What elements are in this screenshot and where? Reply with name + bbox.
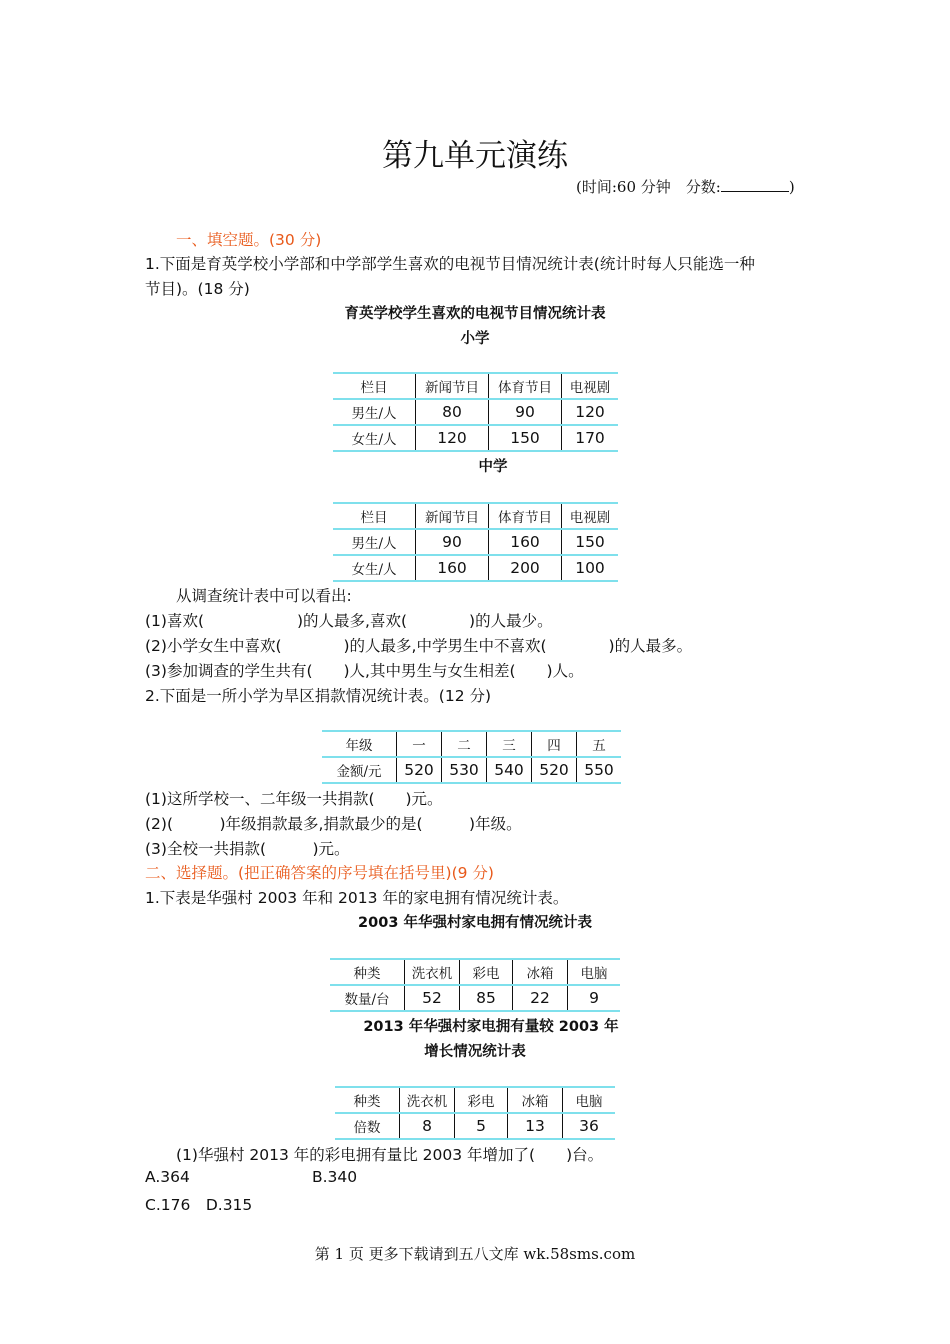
s1-q1-line1: 1.下面是育英学校小学部和中学部学生喜欢的电视节目情况统计表(统计时每人只能选一种 bbox=[145, 255, 755, 273]
table-cell: 85 bbox=[460, 985, 513, 1011]
table-cell: 540 bbox=[487, 757, 532, 783]
row-label: 女生/人 bbox=[333, 555, 416, 581]
section2-heading: 二、选择题。(把正确答案的序号填在括号里)(9 分) bbox=[145, 864, 494, 882]
table-header-row bbox=[335, 1087, 615, 1113]
table-cell: 100 bbox=[562, 555, 619, 581]
table-cell: 550 bbox=[577, 757, 622, 783]
page-title: 第九单元演练 bbox=[382, 138, 568, 174]
option-c-d: C.176 D.315 bbox=[145, 1196, 253, 1214]
row-label: 男生/人 bbox=[333, 529, 416, 555]
table-cell: 160 bbox=[416, 555, 489, 581]
score-blank bbox=[721, 177, 789, 192]
header-cell: 电视剧 bbox=[562, 503, 619, 529]
page-footer: 第 1 页 更多下载请到五八文库 wk.58sms.com bbox=[314, 1245, 636, 1263]
s1-q2: 2.下面是一所小学为旱区捐款情况统计表。(12 分) bbox=[145, 687, 492, 705]
table-cell: 5 bbox=[455, 1113, 508, 1139]
s1-q2-sub3: (3)全校一共捐款( )元。 bbox=[145, 840, 350, 858]
header-cell: 电视剧 bbox=[562, 373, 619, 399]
header-cell: 年级 bbox=[322, 731, 397, 757]
time-score-line: (时间:60 分钟 分数: ) bbox=[576, 178, 795, 196]
header-cell: 四 bbox=[532, 731, 577, 757]
table-title-tv: 育英学校学生喜欢的电视节目情况统计表 bbox=[344, 306, 606, 322]
table-cell: 8 bbox=[400, 1113, 455, 1139]
table-cell: 160 bbox=[489, 529, 562, 555]
header-cell: 一 bbox=[397, 731, 442, 757]
middle-label: 中学 bbox=[478, 459, 508, 475]
header-cell: 三 bbox=[487, 731, 532, 757]
header-cell: 五 bbox=[577, 731, 622, 757]
table-cell: 120 bbox=[416, 425, 489, 451]
table-cell: 13 bbox=[508, 1113, 563, 1139]
table-header-row bbox=[333, 503, 618, 529]
header-cell: 二 bbox=[442, 731, 487, 757]
header-cell: 冰箱 bbox=[513, 959, 568, 985]
header-cell: 电脑 bbox=[568, 959, 621, 985]
header-cell: 栏目 bbox=[333, 373, 416, 399]
s2-q1: 1.下表是华强村 2003 年和 2013 年的家电拥有情况统计表。 bbox=[145, 889, 569, 907]
header-cell: 种类 bbox=[335, 1087, 400, 1113]
s1-q2-sub1: (1)这所学校一、二年级一共捐款( )元。 bbox=[145, 790, 443, 808]
row-label: 女生/人 bbox=[333, 425, 416, 451]
primary-table bbox=[333, 372, 618, 452]
table-header-row bbox=[330, 959, 620, 985]
table-row bbox=[333, 425, 618, 451]
table-cell: 90 bbox=[416, 529, 489, 555]
table-row bbox=[333, 399, 618, 425]
header-cell: 冰箱 bbox=[508, 1087, 563, 1113]
row-label: 金额/元 bbox=[322, 757, 397, 783]
option-b: B.340 bbox=[312, 1168, 358, 1186]
s1-q1-line2: 节目)。(18 分) bbox=[145, 280, 250, 298]
header-cell: 电脑 bbox=[563, 1087, 616, 1113]
s2-q1-sub1: (1)华强村 2013 年的彩电拥有量比 2003 年增加了( )台。 bbox=[176, 1146, 604, 1164]
table-header-row bbox=[333, 373, 618, 399]
primary-label: 小学 bbox=[460, 331, 490, 347]
header-cell: 种类 bbox=[330, 959, 405, 985]
table-title-2013-line2: 增长情况统计表 bbox=[424, 1044, 526, 1060]
table-cell: 90 bbox=[489, 399, 562, 425]
table-header-row bbox=[322, 731, 621, 757]
table-cell: 150 bbox=[562, 529, 619, 555]
row-label: 数量/台 bbox=[330, 985, 405, 1011]
header-cell: 新闻节目 bbox=[416, 373, 489, 399]
middle-table bbox=[333, 502, 618, 582]
table-cell: 9 bbox=[568, 985, 621, 1011]
row-label: 男生/人 bbox=[333, 399, 416, 425]
s1-q1-sub1: (1)喜欢( )的人最多,喜欢( )的人最少。 bbox=[145, 612, 553, 630]
table-row bbox=[330, 985, 620, 1011]
header-cell: 体育节目 bbox=[489, 503, 562, 529]
header-cell: 体育节目 bbox=[489, 373, 562, 399]
header-cell: 栏目 bbox=[333, 503, 416, 529]
table-cell: 120 bbox=[562, 399, 619, 425]
table-row bbox=[333, 529, 618, 555]
appliance-2003-table bbox=[330, 958, 620, 1012]
donation-table bbox=[322, 730, 621, 784]
header-cell: 彩电 bbox=[460, 959, 513, 985]
s1-q1-sub3: (3)参加调查的学生共有( )人,其中男生与女生相差( )人。 bbox=[145, 662, 584, 680]
table-row bbox=[322, 757, 621, 783]
table-cell: 200 bbox=[489, 555, 562, 581]
header-cell: 新闻节目 bbox=[416, 503, 489, 529]
header-cell: 洗衣机 bbox=[405, 959, 460, 985]
table-cell: 22 bbox=[513, 985, 568, 1011]
table-cell: 520 bbox=[397, 757, 442, 783]
table-title-2013-line1: 2013 年华强村家电拥有量较 2003 年 bbox=[363, 1019, 619, 1035]
observe-line: 从调查统计表中可以看出: bbox=[176, 587, 352, 605]
table-cell: 520 bbox=[532, 757, 577, 783]
section1-heading: 一、填空题。(30 分) bbox=[176, 231, 322, 249]
table-cell: 170 bbox=[562, 425, 619, 451]
table-cell: 150 bbox=[489, 425, 562, 451]
s1-q1-sub2: (2)小学女生中喜欢( )的人最多,中学男生中不喜欢( )的人最多。 bbox=[145, 637, 693, 655]
appliance-2013-table bbox=[335, 1086, 615, 1140]
table-cell: 52 bbox=[405, 985, 460, 1011]
row-label: 倍数 bbox=[335, 1113, 400, 1139]
header-cell: 洗衣机 bbox=[400, 1087, 455, 1113]
table-cell: 80 bbox=[416, 399, 489, 425]
table-row bbox=[333, 555, 618, 581]
option-a: A.364 bbox=[145, 1168, 190, 1186]
table-title-2003: 2003 年华强村家电拥有情况统计表 bbox=[358, 915, 592, 931]
s1-q2-sub2: (2)( )年级捐款最多,捐款最少的是( )年级。 bbox=[145, 815, 522, 833]
time-score-label: (时间:60 分钟 分数: bbox=[576, 178, 721, 196]
header-cell: 彩电 bbox=[455, 1087, 508, 1113]
table-cell: 530 bbox=[442, 757, 487, 783]
table-cell: 36 bbox=[563, 1113, 616, 1139]
table-row bbox=[335, 1113, 615, 1139]
